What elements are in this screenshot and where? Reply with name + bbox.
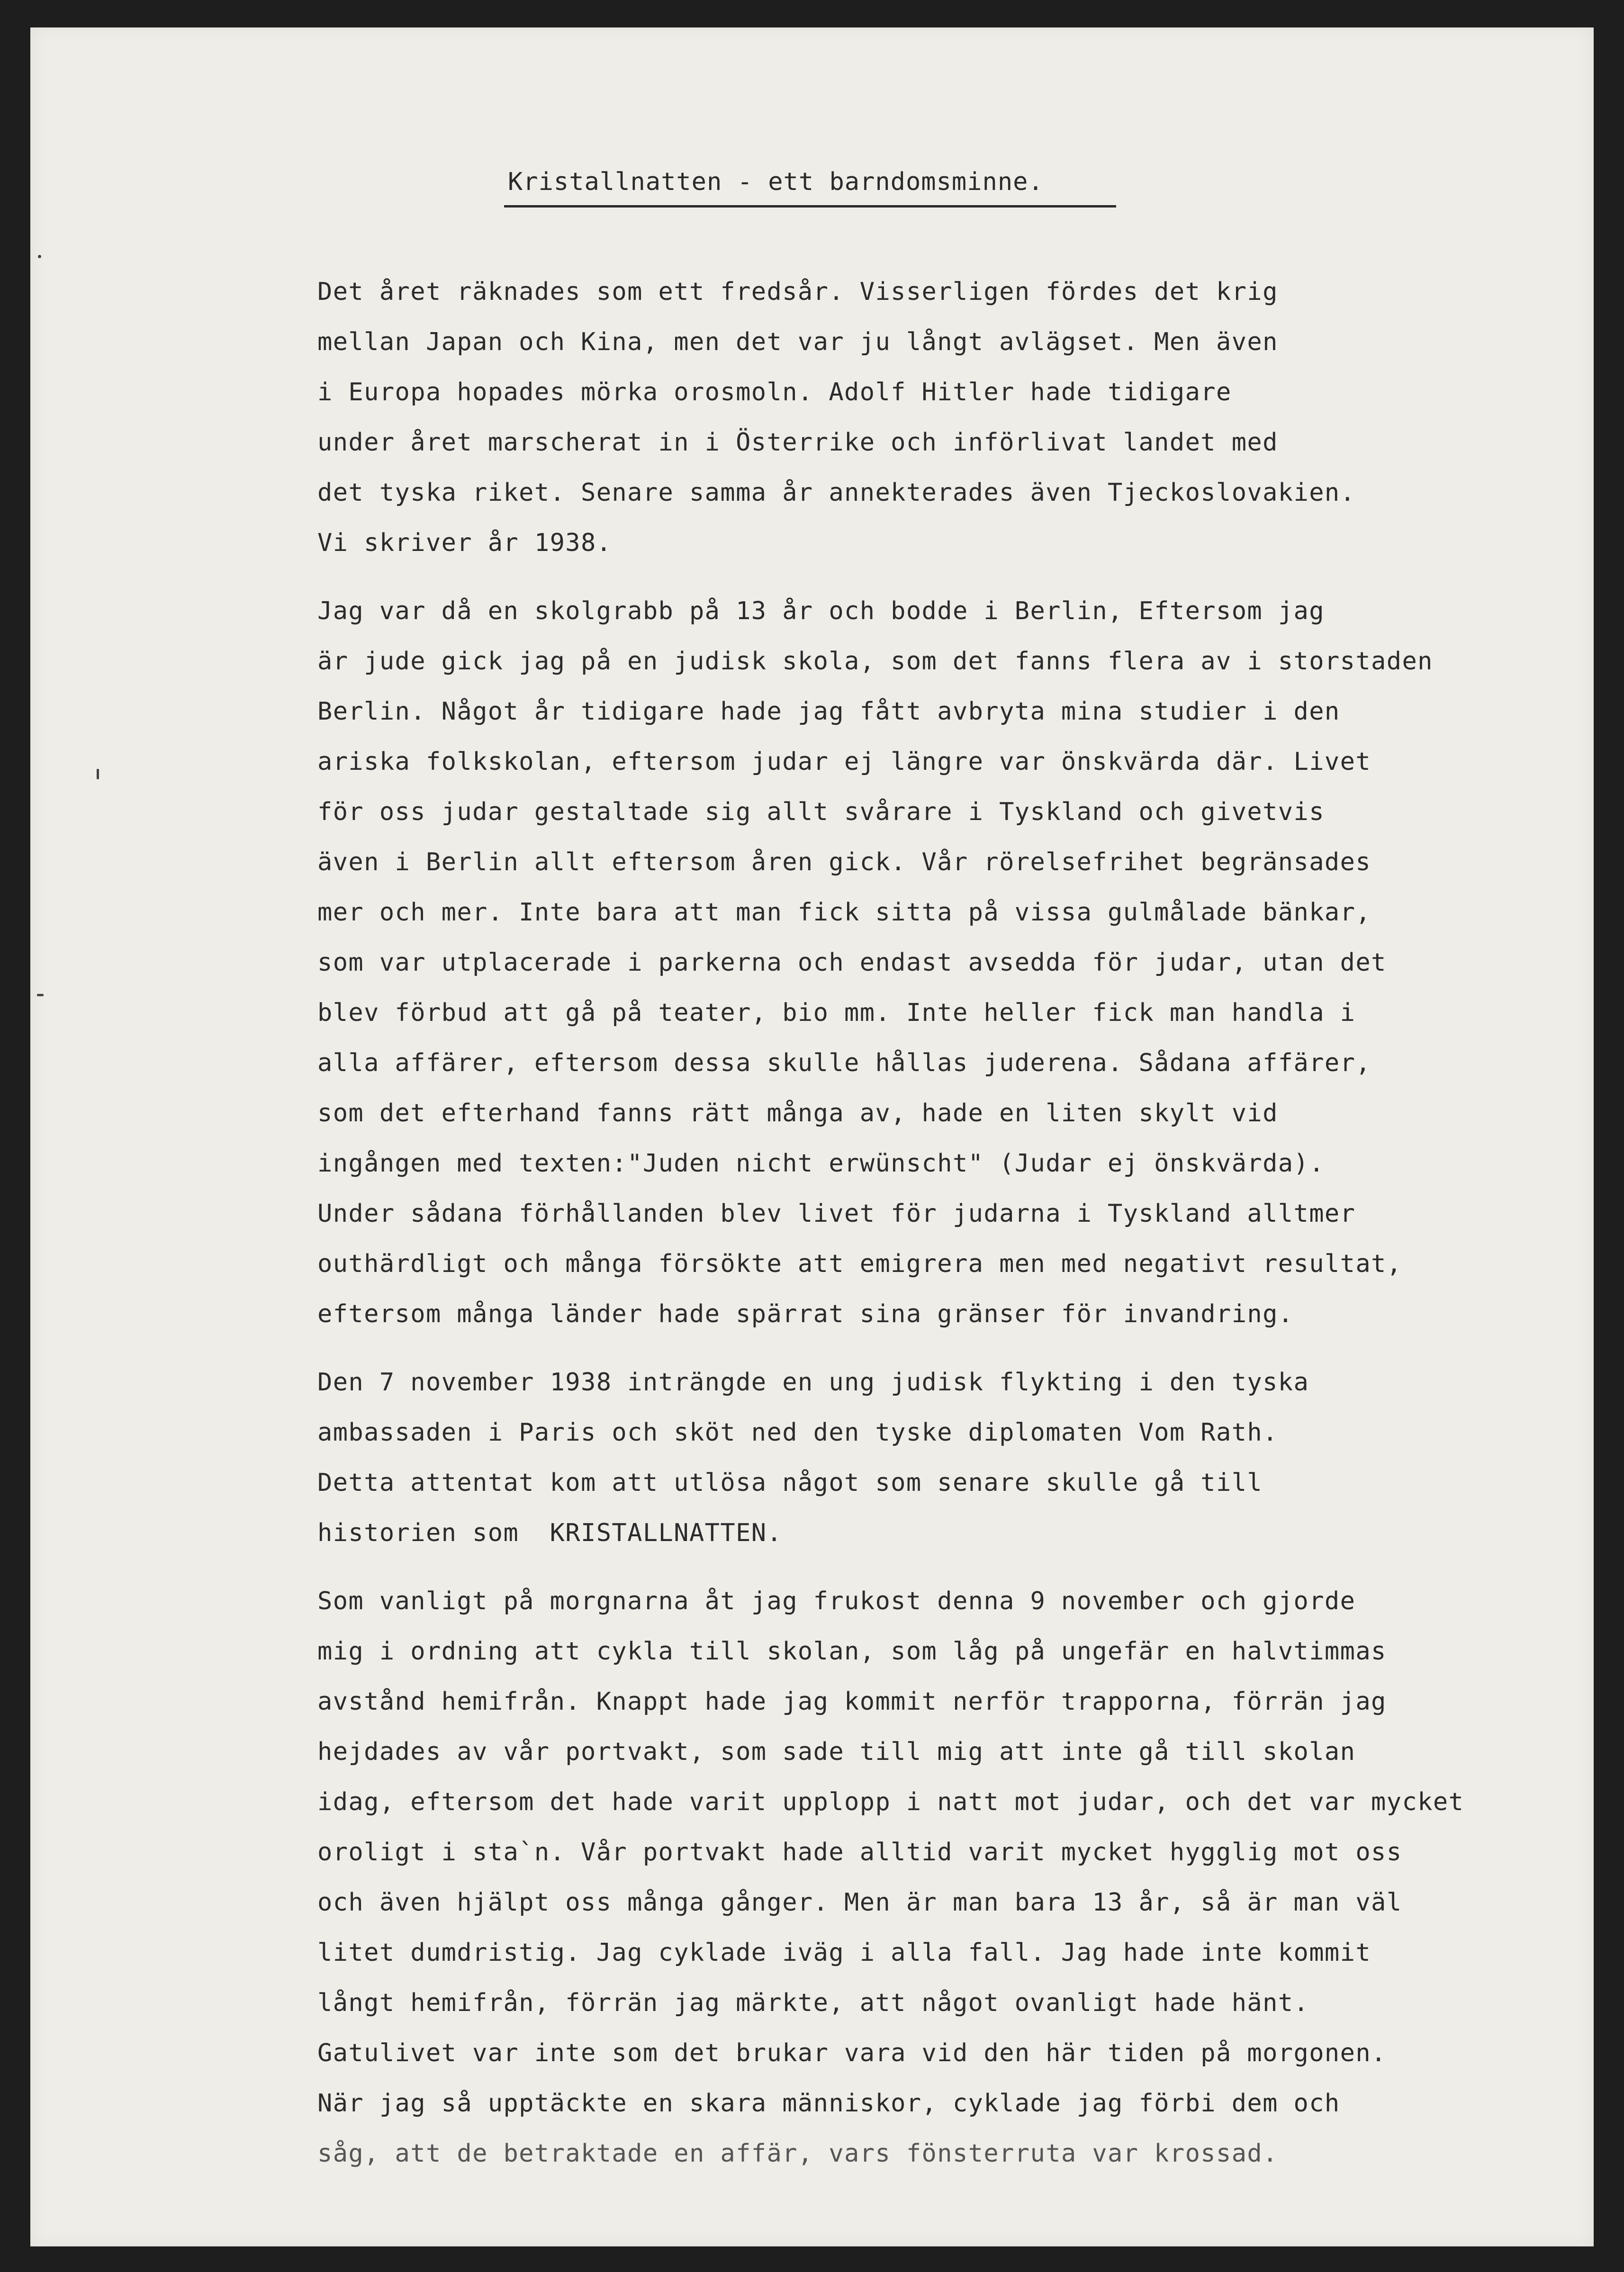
text-line: Berlin. Något år tidigare hade jag fått avbryta mina studier i den [317, 697, 1340, 726]
text-line: långt hemifrån, förrän jag märkte, att något ovanligt hade hänt. [317, 1989, 1309, 2017]
text-line: mig i ordning att cykla till skolan, som låg på ungefär en halvtimmas [317, 1637, 1387, 1666]
text-line: hejdades av vår portvakt, som sade till mig att inte gå till skolan [317, 1738, 1356, 1766]
text-line: Den 7 november 1938 inträngde en ung judisk flykting i den tyska [317, 1368, 1309, 1397]
scan-speck [37, 994, 44, 996]
text-line: det tyska riket. Senare samma år annekterades även Tjeckoslovakien. [317, 478, 1356, 507]
text-line: Det året räknades som ett fredsår. Visserligen fördes det krig [317, 278, 1278, 306]
text-line: Under sådana förhållanden blev livet för judarna i Tyskland alltmer [317, 1199, 1356, 1228]
text-line: även i Berlin allt eftersom åren gick. Vår rörelsefrihet begränsades [317, 848, 1371, 876]
text-line: alla affärer, eftersom dessa skulle hållas juderena. Sådana affärer, [317, 1049, 1371, 1077]
scan-speck [38, 255, 41, 258]
text-line: såg, att de betraktade en affär, vars fönsterruta var krossad. [317, 2139, 1278, 2168]
text-line: under året marscherat in i Österrike och införlivat landet med [317, 428, 1278, 457]
text-line: Som vanligt på morgnarna åt jag frukost denna 9 november och gjorde [317, 1587, 1356, 1615]
text-line: för oss judar gestaltade sig allt svårare i Tyskland och givetvis [317, 798, 1325, 826]
text-line: eftersom många länder hade spärrat sina gränser för invandring. [317, 1300, 1294, 1328]
text-line: Detta attentat kom att utlösa något som senare skulle gå till [317, 1469, 1263, 1497]
text-line: Vi skriver år 1938. [317, 529, 612, 557]
text-line: som det efterhand fanns rätt många av, hade en liten skylt vid [317, 1099, 1278, 1127]
text-line: ambassaden i Paris och sköt ned den tyske diplomaten Vom Rath. [317, 1418, 1278, 1447]
text-line: som var utplacerade i parkerna och endast avsedda för judar, utan det [317, 948, 1387, 977]
document-title: Kristallnatten - ett barndomsminne. [508, 168, 1044, 196]
text-line: i Europa hopades mörka orosmoln. Adolf Hitler hade tidigare [317, 378, 1232, 406]
text-line: När jag så upptäckte en skara människor, cyklade jag förbi dem och [317, 2089, 1340, 2118]
text-line: litet dumdristig. Jag cyklade iväg i alla fall. Jag hade inte kommit [317, 1938, 1371, 1967]
text-line: mer och mer. Inte bara att man fick sitta på vissa gulmålade bänkar, [317, 898, 1371, 927]
text-line: idag, eftersom det hade varit upplopp i natt mot judar, och det var mycket [317, 1788, 1464, 1816]
document-page [30, 27, 1594, 2246]
text-line: historien som KRISTALLNATTEN. [317, 1519, 783, 1547]
text-line: avstånd hemifrån. Knappt hade jag kommit nerför trapporna, förrän jag [317, 1687, 1387, 1716]
scan-speck [97, 769, 99, 779]
title-underline [504, 205, 1116, 207]
text-line: och även hjälpt oss många gånger. Men är man bara 13 år, så är man väl [317, 1888, 1402, 1917]
text-line: oroligt i sta`n. Vår portvakt hade alltid varit mycket hygglig mot oss [317, 1838, 1402, 1866]
text-line: blev förbud att gå på teater, bio mm. Inte heller fick man handla i [317, 999, 1356, 1027]
text-line: outhärdligt och många försökte att emigrera men med negativt resultat, [317, 1250, 1402, 1278]
text-line: ingången med texten:"Juden nicht erwünscht" (Judar ej önskvärda). [317, 1149, 1325, 1178]
text-line: Jag var då en skolgrabb på 13 år och bodde i Berlin, Eftersom jag [317, 597, 1325, 625]
text-line: mellan Japan och Kina, men det var ju långt avlägset. Men även [317, 328, 1278, 356]
text-line: ariska folkskolan, eftersom judar ej längre var önskvärda där. Livet [317, 748, 1371, 776]
text-line: är jude gick jag på en judisk skola, som det fanns flera av i storstaden [317, 647, 1433, 676]
text-line: Gatulivet var inte som det brukar vara vid den här tiden på morgonen. [317, 2039, 1387, 2067]
